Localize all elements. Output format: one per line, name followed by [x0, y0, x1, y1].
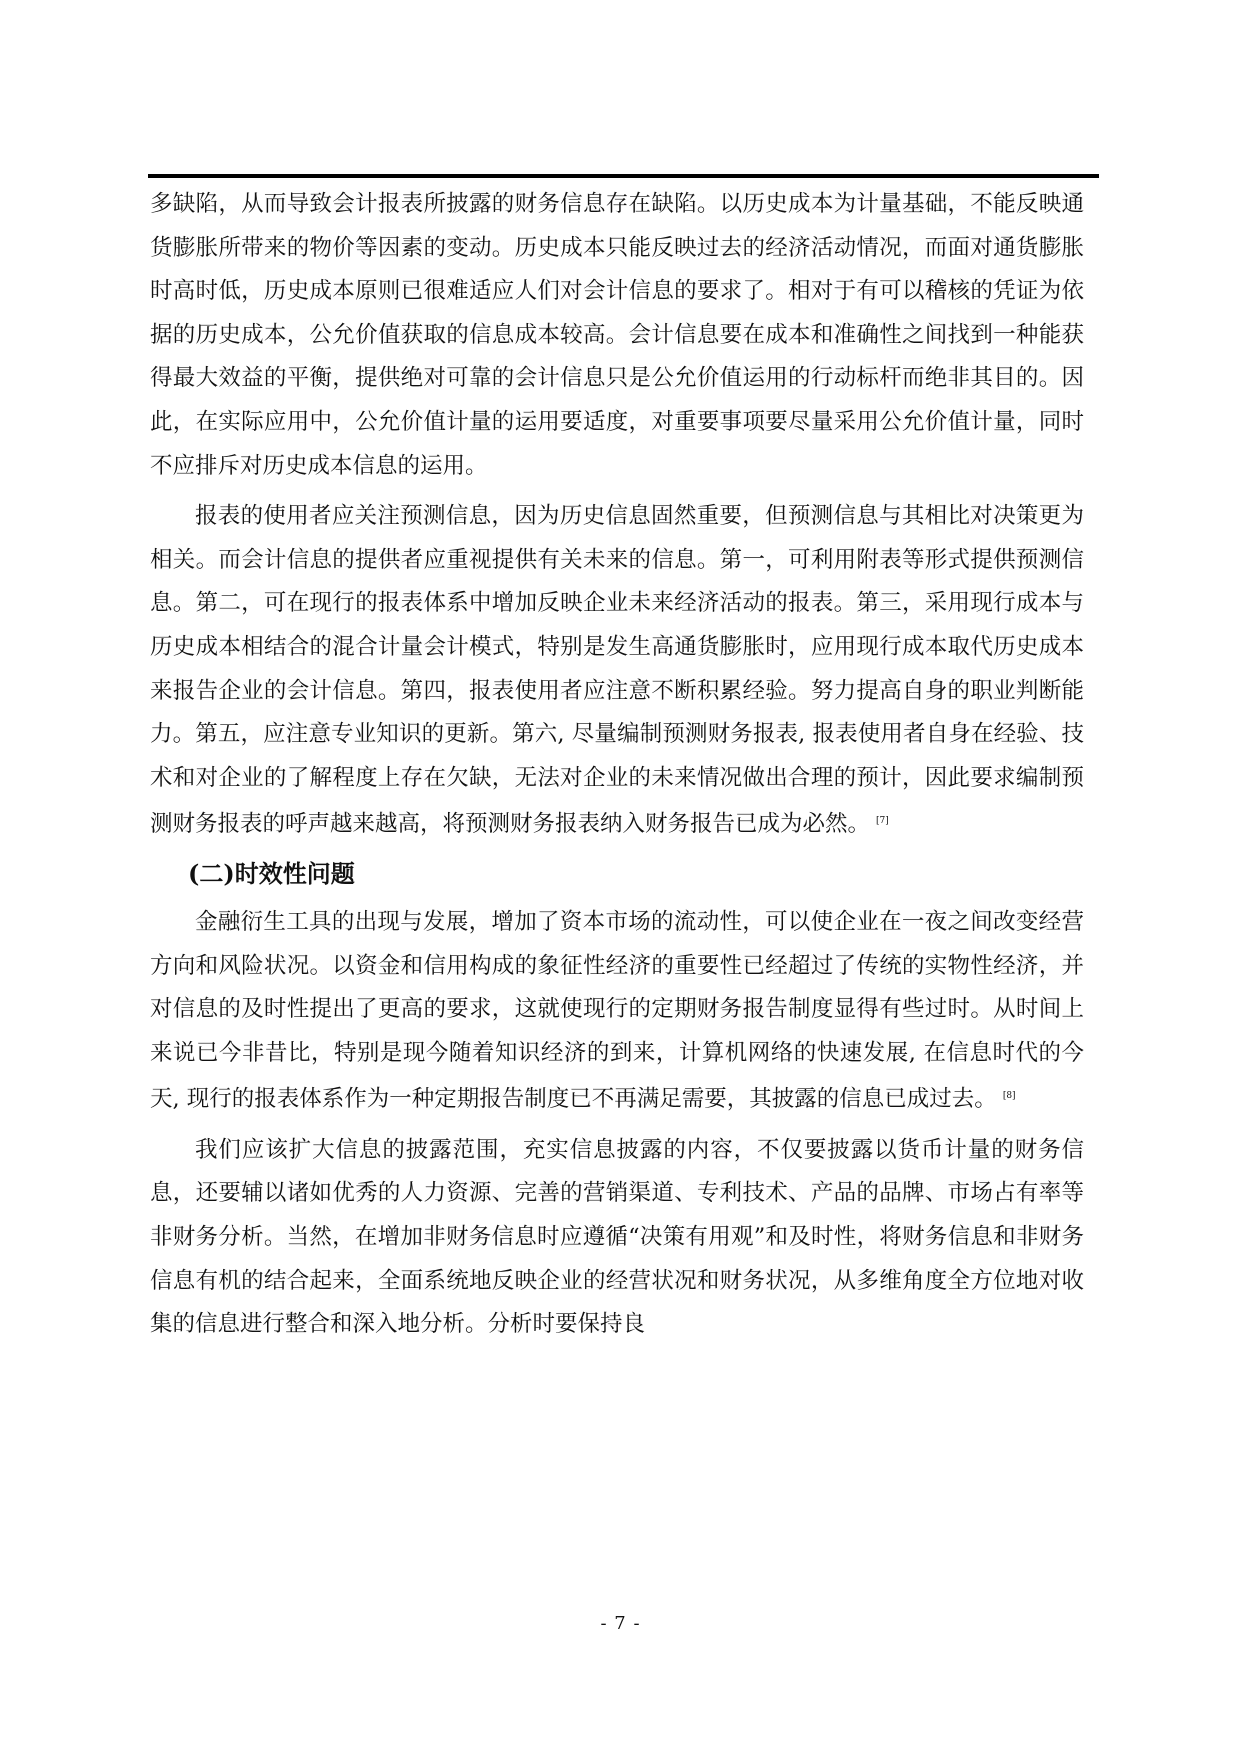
paragraph-4 — [150, 1129, 1084, 1347]
paragraph-gap — [150, 1122, 1084, 1129]
citation-ref-8: [8] — [1002, 1091, 1016, 1102]
paragraph-1-text: 多缺陷，从而导致会计报表所披露的财务信息存在缺陷。以历史成本为计量基础，不能反映通货膨胀所带来的物价等因素的变动。历史成本只能反映过去的经济活动情况，而面对通货膨胀时高时低，历史成本原则已很难适应人们对会计信息的要求了。相对于有可以稽核的凭证为依据的历史成本，公允价值获取的信息成本较高。会计信息要在成本和准确性之间找到一种能获得最大效益的平衡，提供绝对可靠的会计信息只是公允价值运用的行动标杆而绝非其目的。因此，在实际应用中，公允价值计量的运用要适度，对重要事项要尽量采用公允价值计量，同时不应排斥对历史成本信息的运用。 — [150, 191, 1084, 479]
paragraph-gap — [150, 488, 1084, 495]
page-body — [150, 183, 1084, 1347]
paragraph-3-text: 金融衍生工具的出现与发展，增加了资本市场的流动性，可以使企业在一夜之间改变经营方向和风险状况。以资金和信用构成的象征性经济的重要性已经超过了传统的实物性经济，并对信息的及时性提出了更高的要求，这就使现行的定期财务报告制度显得有些过时。从时间上来说已今非昔比，特别是现今随着知识经济的到来，计算机网络的快速发展, 在信息时代的今天, 现行的报表体系作为一种定期报告制度已不再满足需要，其披露的信息已成过去。 — [150, 908, 1084, 1113]
section-heading: (二)时效性问题 — [188, 858, 355, 888]
paragraph-4-text: 我们应该扩大信息的披露范围，充实信息披露的内容，不仅要披露以货币计量的财务信息，还要辅以诸如优秀的人力资源、完善的营销渠道、专利技术、产品的品牌、市场占有率等非财务分析。当然，在增加非财务信息时应遵循“决策有用观”和及时性，将财务信息和非财务信息有机的结合起来，全面系统地反映企业的经营状况和财务状况，从多维角度全方位地对收集的信息进行整合和深入地分析。分析时要保持良 — [150, 1136, 1084, 1338]
header-rule — [148, 174, 1099, 178]
page-number: - 7 - — [600, 1613, 641, 1634]
paragraph-1 — [150, 183, 1084, 488]
paragraph-2-text: 报表的使用者应关注预测信息，因为历史信息固然重要，但预测信息与其相比对决策更为相关。而会计信息的提供者应重视提供有关未来的信息。第一，可利用附表等形式提供预测信息。第二，可在现行的报表体系中增加反映企业未来经济活动的报表。第三，采用现行成本与历史成本相结合的混合计量会计模式，特别是发生高通货膨胀时，应用现行成本取代历史成本来报告企业的会计信息。第四，报表使用者应注意不断积累经验。努力提高自身的职业判断能力。第五，应注意专业知识的更新。第六, 尽量编制预测财务报表, 报表使用者自身在经验、技术和对企业的了解程度上存在欠缺，无法对企业的未来情况做出合理的预计，因此要求编制预测财务报表的呼声越来越高，将预测财务报表纳入财务报告已成为必然。 — [150, 503, 1084, 838]
citation-ref-7: [7] — [876, 816, 889, 827]
paragraph-2 — [150, 495, 1084, 847]
paragraph-3 — [150, 901, 1084, 1122]
